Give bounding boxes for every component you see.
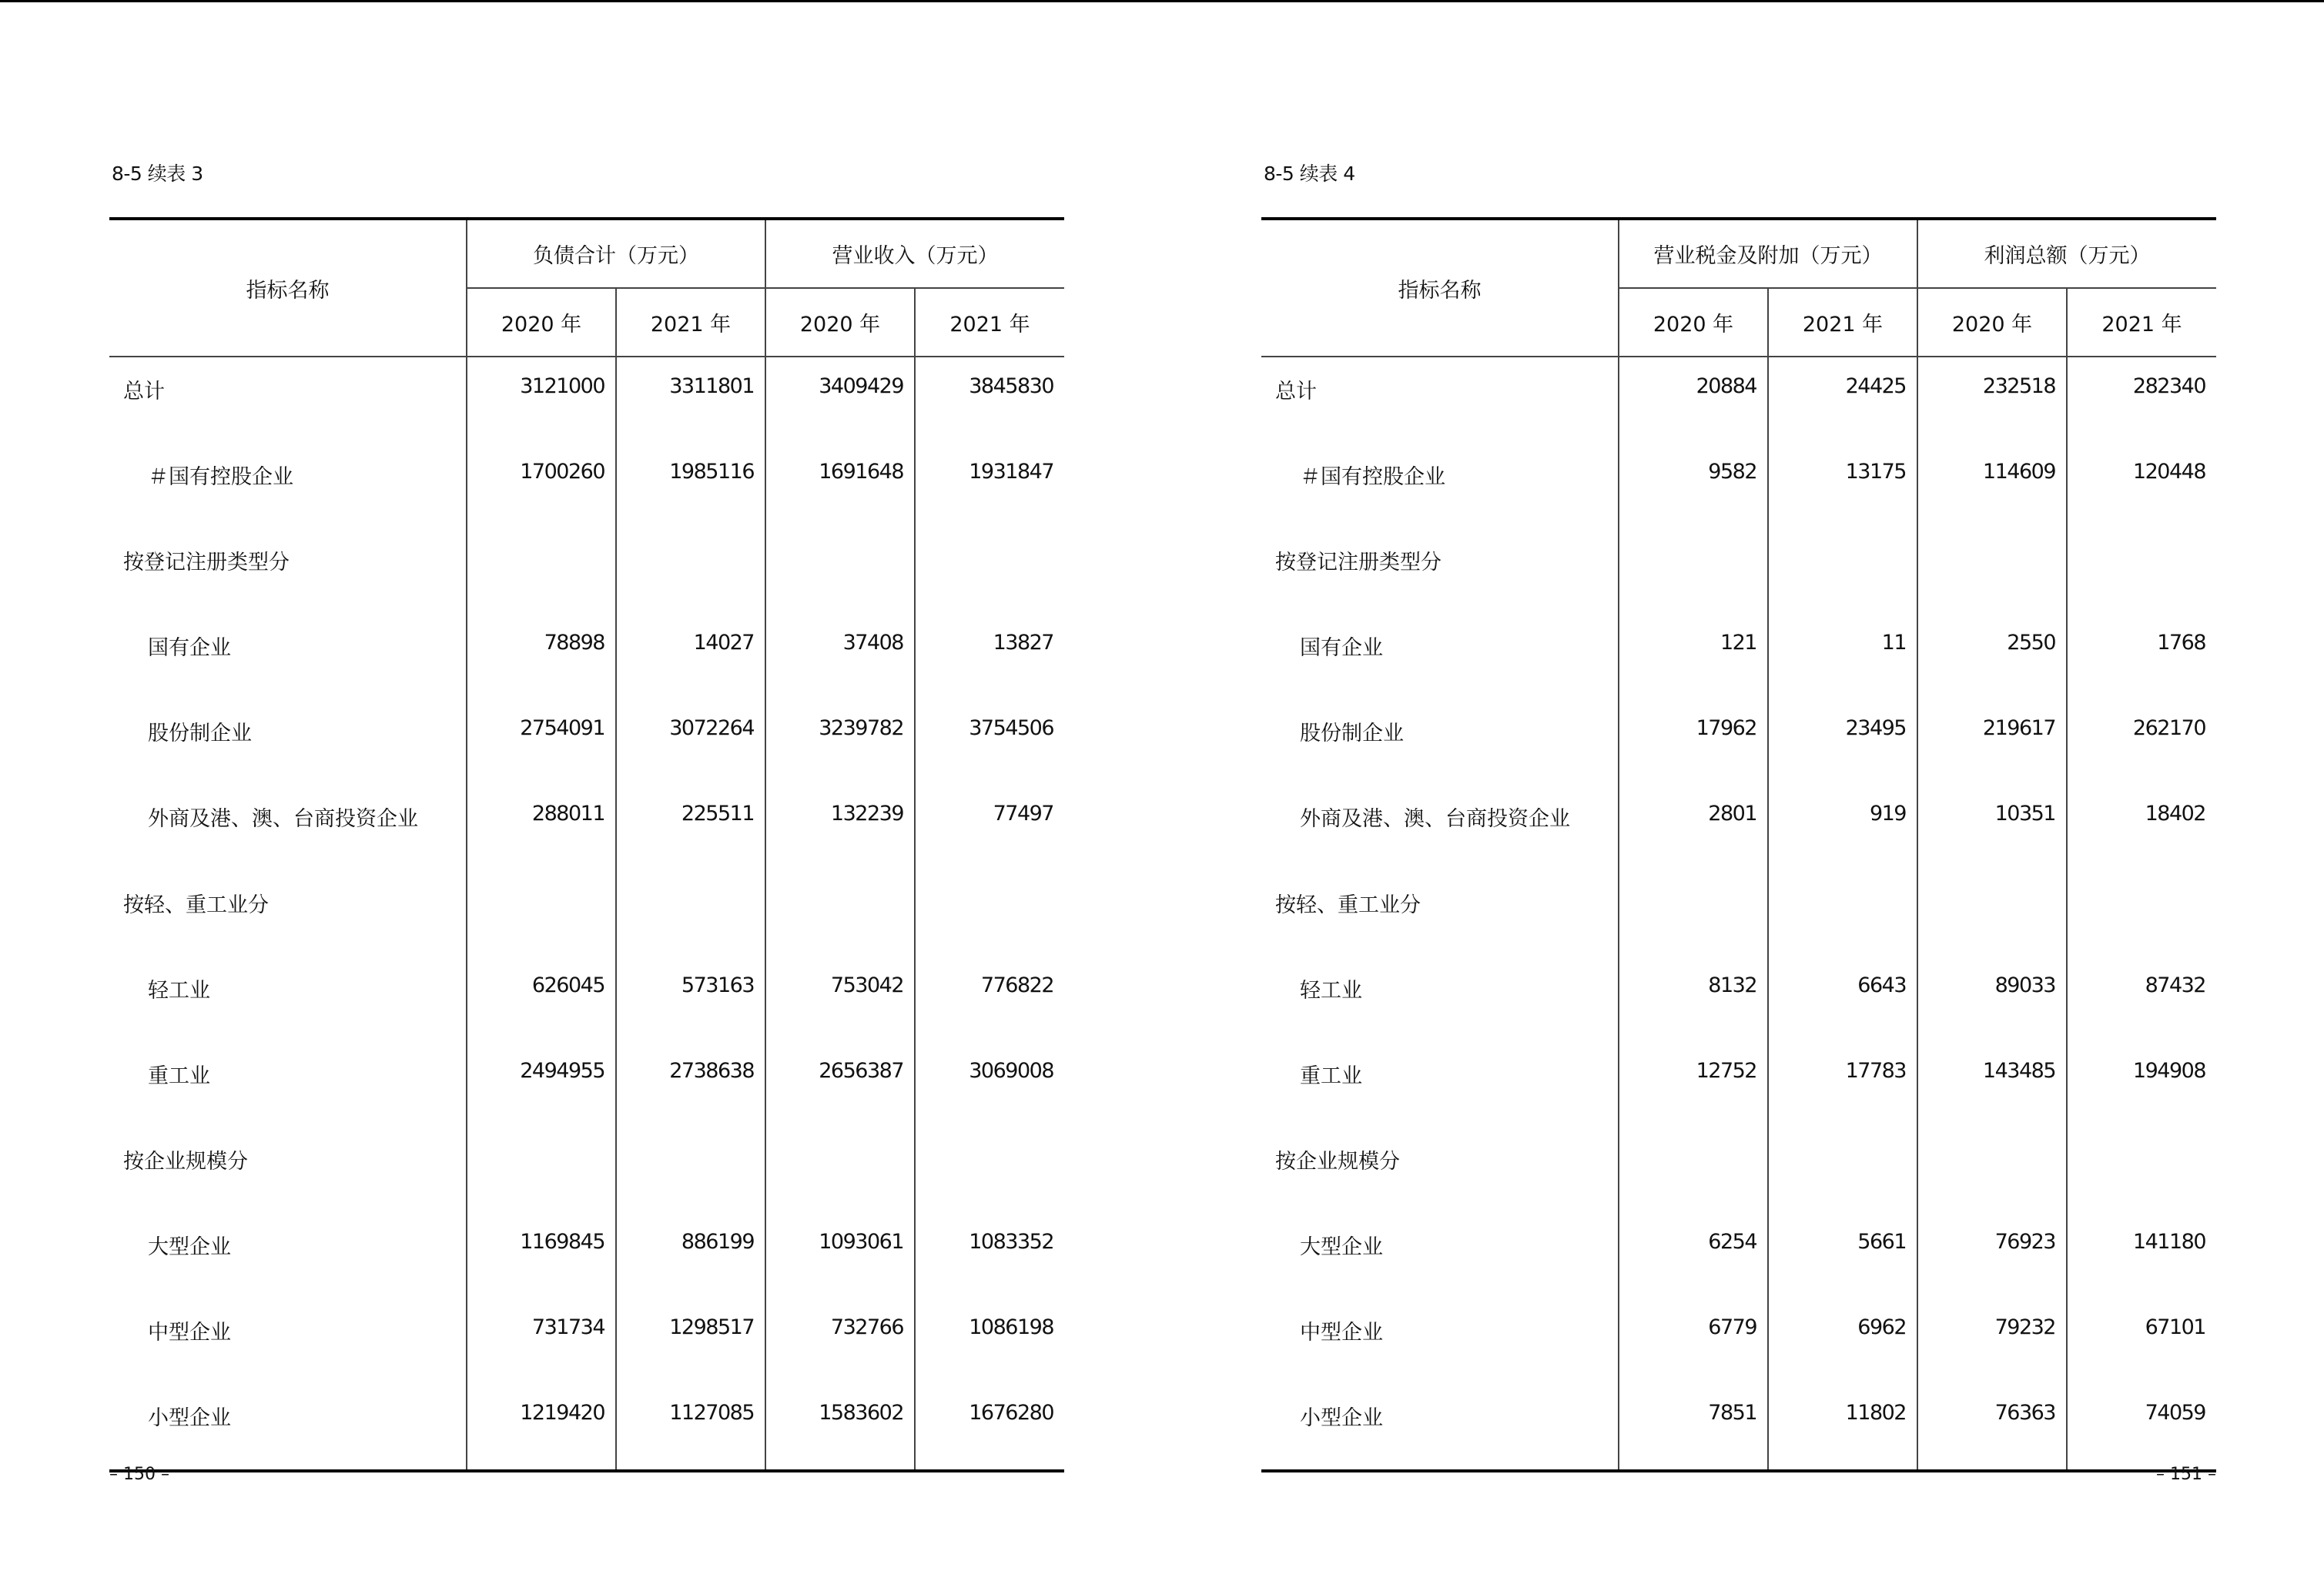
table-row — [1261, 443, 2216, 528]
year-header: 2021 年 — [915, 288, 1064, 357]
value-cell — [616, 528, 765, 614]
value-cell — [2067, 871, 2216, 956]
table-row — [109, 1042, 1064, 1127]
value-cell: 9582 — [1619, 443, 1768, 528]
table-row — [109, 1384, 1064, 1471]
value-cell — [1917, 528, 2067, 614]
value-cell — [1619, 1127, 1768, 1213]
value-cell — [467, 528, 616, 614]
value-cell: 7851 — [1619, 1384, 1768, 1471]
value-cell: 2738638 — [616, 1042, 765, 1127]
value-cell: 2656387 — [765, 1042, 915, 1127]
row-label: 总计 — [123, 380, 165, 404]
year-header: 2020 年 — [467, 288, 616, 357]
year-header: 2020 年 — [765, 288, 915, 357]
value-cell — [1768, 871, 1917, 956]
value-cell — [765, 528, 915, 614]
value-cell: 3311801 — [616, 357, 765, 443]
row-label: ＃国有控股企业 — [148, 465, 293, 490]
group-header-revenue: 营业收入（万元） — [765, 219, 1064, 288]
value-cell: 141180 — [2067, 1213, 2216, 1298]
year-header: 2021 年 — [616, 288, 765, 357]
value-cell: 10351 — [1917, 785, 2067, 870]
table-row — [1261, 1298, 2216, 1384]
table-row — [1261, 956, 2216, 1042]
value-cell: 20884 — [1619, 357, 1768, 443]
table-caption: 8-5 续表 4 — [1264, 162, 1355, 185]
table-row — [109, 1298, 1064, 1384]
value-cell: 1219420 — [467, 1384, 616, 1471]
value-cell: 76923 — [1917, 1213, 2067, 1298]
row-label: 股份制企业 — [148, 722, 252, 746]
table-row — [1261, 785, 2216, 870]
row-label: 国有企业 — [1300, 636, 1383, 661]
table-row — [1261, 1384, 2216, 1471]
row-label: 大型企业 — [1300, 1235, 1383, 1259]
value-cell: 1298517 — [616, 1298, 765, 1384]
left-page — [109, 0, 1064, 1588]
value-cell: 121 — [1619, 614, 1768, 699]
table-row — [109, 699, 1064, 785]
value-cell: 11802 — [1768, 1384, 1917, 1471]
value-cell: 14027 — [616, 614, 765, 699]
row-label: 按企业规模分 — [123, 1149, 248, 1174]
value-cell: 194908 — [2067, 1042, 2216, 1127]
group-header-taxes: 营业税金及附加（万元） — [1619, 219, 1917, 288]
year-header: 2021 年 — [1768, 288, 1917, 357]
row-label: 轻工业 — [148, 978, 210, 1003]
value-cell: 1931847 — [915, 443, 1064, 528]
value-cell — [616, 871, 765, 956]
value-cell — [765, 871, 915, 956]
row-label: 股份制企业 — [1300, 722, 1404, 746]
value-cell: 3409429 — [765, 357, 915, 443]
value-cell — [1619, 528, 1768, 614]
value-cell: 1676280 — [915, 1384, 1064, 1471]
value-cell: 143485 — [1917, 1042, 2067, 1127]
value-cell — [616, 1127, 765, 1213]
page-number: – 151 – — [2156, 1465, 2216, 1484]
value-cell: 886199 — [616, 1213, 765, 1298]
table-row — [1261, 871, 2216, 956]
value-cell: 3121000 — [467, 357, 616, 443]
value-cell: 262170 — [2067, 699, 2216, 785]
row-label: 按登记注册类型分 — [1275, 551, 1442, 575]
value-cell: 18402 — [2067, 785, 2216, 870]
value-cell: 626045 — [467, 956, 616, 1042]
value-cell: 3072264 — [616, 699, 765, 785]
value-cell: 13175 — [1768, 443, 1917, 528]
value-cell — [467, 871, 616, 956]
row-label: 轻工业 — [1300, 978, 1362, 1003]
value-cell: 3069008 — [915, 1042, 1064, 1127]
group-header-profit: 利润总额（万元） — [1917, 219, 2216, 288]
value-cell: 776822 — [915, 956, 1064, 1042]
row-label: 总计 — [1275, 380, 1317, 404]
value-cell: 731734 — [467, 1298, 616, 1384]
value-cell: 232518 — [1917, 357, 2067, 443]
value-cell — [2067, 528, 2216, 614]
row-label: 重工业 — [148, 1064, 210, 1088]
row-label: 中型企业 — [148, 1321, 231, 1345]
value-cell: 8132 — [1619, 956, 1768, 1042]
value-cell: 1093061 — [765, 1213, 915, 1298]
value-cell: 78898 — [467, 614, 616, 699]
table-row — [1261, 1213, 2216, 1298]
value-cell: 2494955 — [467, 1042, 616, 1127]
value-cell: 67101 — [2067, 1298, 2216, 1384]
row-label: 按登记注册类型分 — [123, 551, 290, 575]
value-cell: 23495 — [1768, 699, 1917, 785]
value-cell — [1917, 1127, 2067, 1213]
row-label: 外商及港、澳、台商投资企业 — [1300, 807, 1570, 832]
table-row — [109, 785, 1064, 870]
year-header: 2020 年 — [1917, 288, 2067, 357]
right-page — [1261, 0, 2216, 1588]
value-cell: 89033 — [1917, 956, 2067, 1042]
value-cell: 77497 — [915, 785, 1064, 870]
value-cell: 79232 — [1917, 1298, 2067, 1384]
value-cell: 3754506 — [915, 699, 1064, 785]
table-row — [109, 1213, 1064, 1298]
value-cell: 132239 — [765, 785, 915, 870]
table-row — [1261, 699, 2216, 785]
row-label: 小型企业 — [1261, 1384, 1619, 1471]
value-cell: 6779 — [1619, 1298, 1768, 1384]
table-row — [109, 528, 1064, 614]
value-cell: 3845830 — [915, 357, 1064, 443]
row-label: 重工业 — [1300, 1064, 1362, 1088]
table-row — [1261, 1042, 2216, 1127]
table-row — [109, 614, 1064, 699]
value-cell: 1700260 — [467, 443, 616, 528]
year-header: 2020 年 — [1619, 288, 1768, 357]
table-row — [1261, 1127, 2216, 1213]
value-cell — [1917, 871, 2067, 956]
value-cell: 11 — [1768, 614, 1917, 699]
table-row — [109, 357, 1064, 443]
value-cell: 2550 — [1917, 614, 2067, 699]
row-label: 按企业规模分 — [1275, 1149, 1400, 1174]
value-cell: 6962 — [1768, 1298, 1917, 1384]
value-cell: 732766 — [765, 1298, 915, 1384]
value-cell: 219617 — [1917, 699, 2067, 785]
value-cell: 76363 — [1917, 1384, 2067, 1471]
value-cell: 919 — [1768, 785, 1917, 870]
value-cell — [1619, 871, 1768, 956]
value-cell — [915, 871, 1064, 956]
value-cell: 573163 — [616, 956, 765, 1042]
value-cell: 37408 — [765, 614, 915, 699]
value-cell: 87432 — [2067, 956, 2216, 1042]
table-caption: 8-5 续表 3 — [112, 162, 203, 185]
value-cell: 2754091 — [467, 699, 616, 785]
value-cell: 74059 — [2067, 1384, 2216, 1471]
value-cell: 282340 — [2067, 357, 2216, 443]
value-cell — [915, 528, 1064, 614]
table-row — [109, 956, 1064, 1042]
indicator-name-header: 指标名称 — [109, 219, 467, 357]
value-cell: 17783 — [1768, 1042, 1917, 1127]
row-label: 外商及港、澳、台商投资企业 — [148, 807, 418, 832]
value-cell: 114609 — [1917, 443, 2067, 528]
value-cell — [765, 1127, 915, 1213]
value-cell: 753042 — [765, 956, 915, 1042]
table-row — [109, 1127, 1064, 1213]
value-cell: 6643 — [1768, 956, 1917, 1042]
value-cell: 1127085 — [616, 1384, 765, 1471]
value-cell — [1768, 528, 1917, 614]
year-header: 2021 年 — [2067, 288, 2216, 357]
value-cell — [467, 1127, 616, 1213]
value-cell: 1768 — [2067, 614, 2216, 699]
value-cell: 24425 — [1768, 357, 1917, 443]
statistics-table — [109, 217, 1064, 1472]
value-cell: 1169845 — [467, 1213, 616, 1298]
statistics-table — [1261, 217, 2216, 1472]
table-row — [1261, 614, 2216, 699]
value-cell: 1985116 — [616, 443, 765, 528]
value-cell: 12752 — [1619, 1042, 1768, 1127]
value-cell: 5661 — [1768, 1213, 1917, 1298]
table-row — [1261, 357, 2216, 443]
group-header-liabilities: 负债合计（万元） — [467, 219, 765, 288]
row-label: 中型企业 — [1300, 1321, 1383, 1345]
page-number: – 150 – — [109, 1465, 169, 1484]
value-cell: 288011 — [467, 785, 616, 870]
row-label: 大型企业 — [148, 1235, 231, 1259]
value-cell: 1691648 — [765, 443, 915, 528]
row-label: 按轻、重工业分 — [123, 893, 269, 917]
value-cell: 1583602 — [765, 1384, 915, 1471]
value-cell — [1768, 1127, 1917, 1213]
value-cell: 6254 — [1619, 1213, 1768, 1298]
value-cell: 1086198 — [915, 1298, 1064, 1384]
table-row — [109, 443, 1064, 528]
value-cell: 120448 — [2067, 443, 2216, 528]
value-cell: 2801 — [1619, 785, 1768, 870]
indicator-name-header: 指标名称 — [1261, 219, 1619, 357]
value-cell: 1083352 — [915, 1213, 1064, 1298]
value-cell — [915, 1127, 1064, 1213]
value-cell: 3239782 — [765, 699, 915, 785]
value-cell: 225511 — [616, 785, 765, 870]
row-label: 按轻、重工业分 — [1275, 893, 1421, 917]
row-label: 国有企业 — [148, 636, 231, 661]
table-row — [1261, 528, 2216, 614]
row-label: 小型企业 — [109, 1384, 467, 1471]
value-cell: 13827 — [915, 614, 1064, 699]
value-cell: 17962 — [1619, 699, 1768, 785]
value-cell — [2067, 1127, 2216, 1213]
table-row — [109, 871, 1064, 956]
row-label: ＃国有控股企业 — [1300, 465, 1445, 490]
